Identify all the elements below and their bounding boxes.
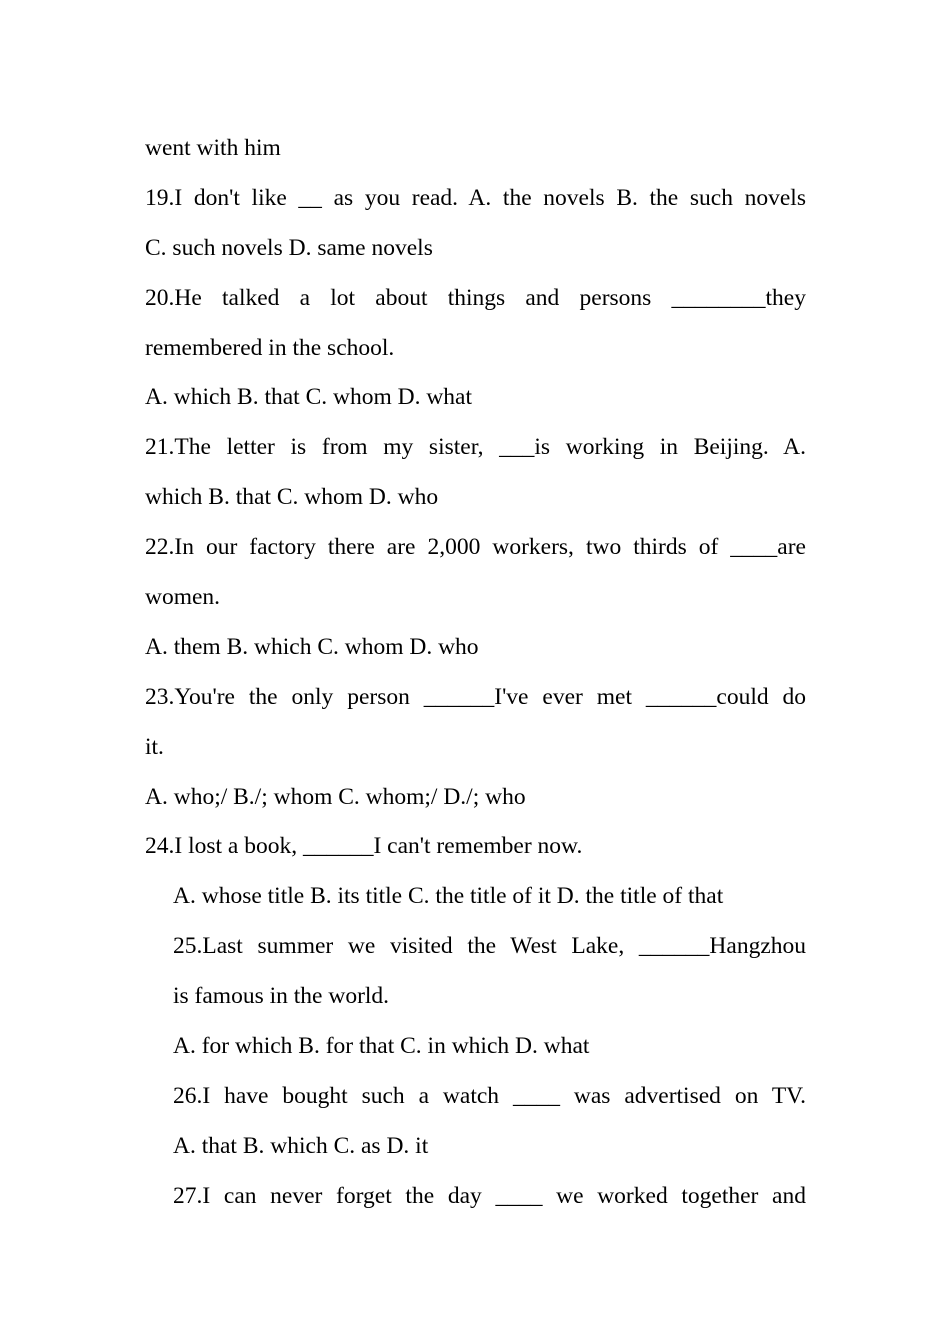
question-21-line-1: 21.The letter is from my sister, ___is working in Beijing. A. [145,434,806,461]
question-26-options: A. that B. which C. as D. it [173,1132,429,1159]
text-line: went with him [145,135,281,161]
question-25-line-1: 25.Last summer we visited the West Lake, ______Hangzhou [173,933,806,960]
question-22-line-1: 22.In our factory there are 2,000 workers, two thirds of ____are [145,534,806,561]
question-27-line-1: 27.I can never forget the day ____ we worked together and [173,1182,806,1209]
question-19-line-1: 19.I don't like __ as you read. A. the novels B. the such novels [145,184,806,211]
question-23-line-2: it. [145,733,164,760]
question-22-line-2: women. [145,584,221,611]
question-25-line-2: is famous in the world. [173,983,390,1010]
question-23-options: A. who;/ B./; whom C. whom;/ D./; who [145,783,526,810]
question-20-options: A. which B. that C. whom D. what [145,384,473,411]
question-22-options: A. them B. which C. whom D. who [145,633,479,660]
document-body [145,124,806,1222]
question-26-line-1: 26.I have bought such a watch ____ was advertised on TV. [173,1082,806,1109]
question-25-options: A. for which B. for that C. in which D. what [173,1033,590,1060]
question-24-options: A. whose title B. its title C. the title of it D. the title of that [173,883,724,910]
question-21-line-2: which B. that C. whom D. who [145,484,439,511]
question-20-line-2: remembered in the school. [145,334,395,361]
question-20-line-1: 20.He talked a lot about things and persons ________they [145,284,806,311]
question-23-line-1: 23.You're the only person ______I've ever met ______could do [145,683,806,710]
question-24-line-1: 24.I lost a book, ______I can't remember now. [145,833,583,860]
question-19-line-2: C. such novels D. same novels [145,234,433,261]
